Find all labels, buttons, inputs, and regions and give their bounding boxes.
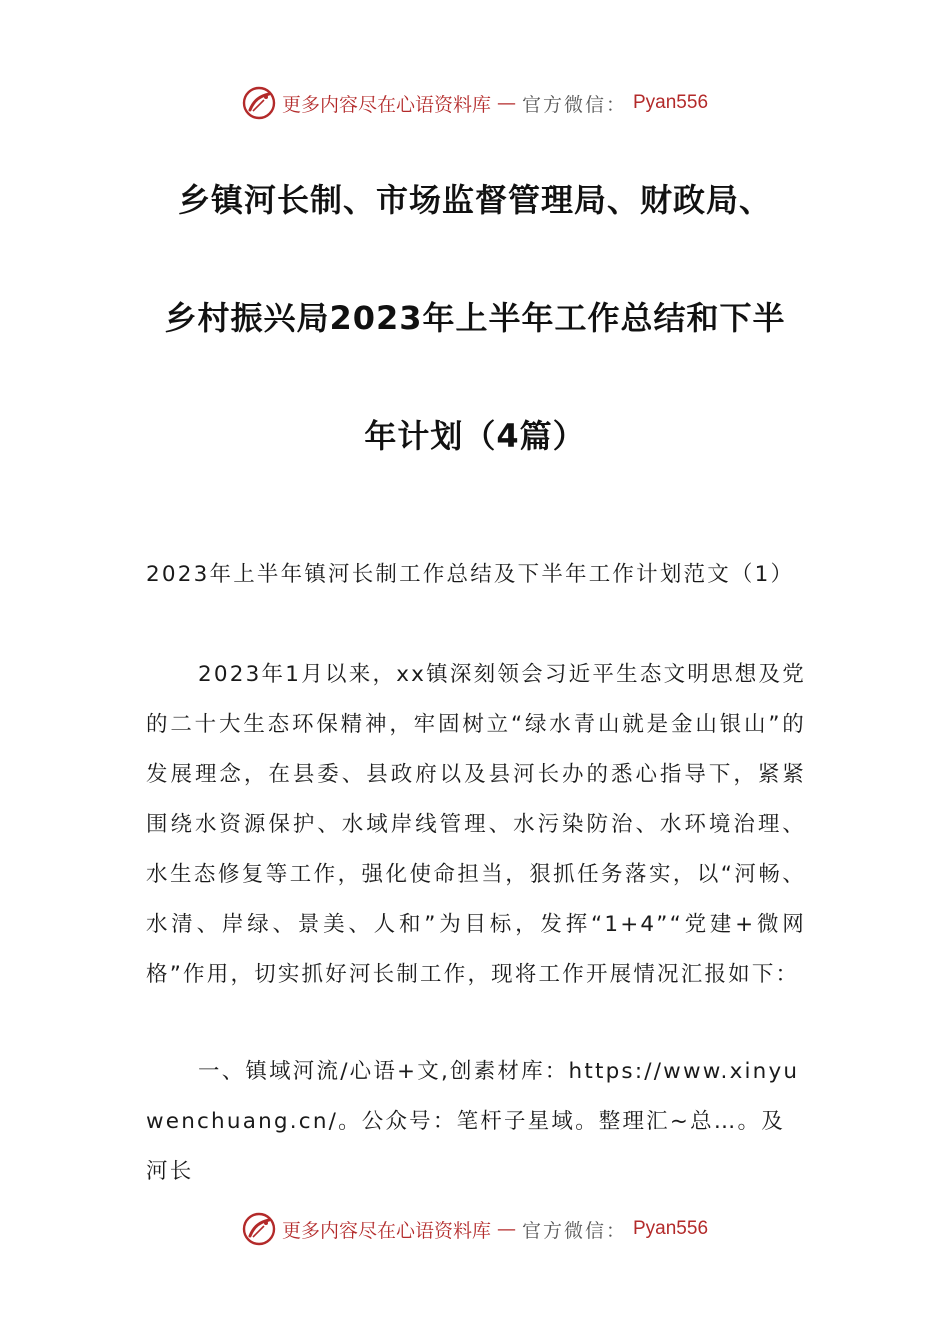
- page-title-line-2: 乡村振兴局2023年上半年工作总结和下半: [164, 299, 786, 337]
- footer-banner: [0, 1209, 950, 1249]
- banner-main-text: 更多内容尽在心语资料库: [281, 1219, 491, 1242]
- banner-main-text: 更多内容尽在心语资料库: [281, 93, 491, 116]
- body-paragraph-2: 一、镇域河流/心语+文,创素材库：https://www.xinyuwenchuang.cn/。公众号：笔杆子星域。整理汇~总…。及河长: [146, 1059, 800, 1184]
- page-title-line-3: 年计划（4篇）: [364, 417, 586, 455]
- banner-wechat-id: Pyan556: [633, 92, 709, 113]
- banner-dash: —: [496, 1218, 516, 1240]
- banner-label: 官方微信：: [521, 1219, 627, 1242]
- header-banner: [0, 83, 950, 123]
- banner-dash: —: [496, 92, 516, 114]
- page-title-line-1: 乡镇河长制、市场监督管理局、财政局、: [177, 181, 772, 219]
- banner-wechat-id: Pyan556: [633, 1218, 709, 1239]
- banner-label: 官方微信：: [521, 93, 627, 116]
- body-paragraph-1: 2023年1月以来，xx镇深刻领会习近平生态文明思想及党的二十大生态环保精神，牢固树立“绿水青山就是金山银山”的发展理念，在县委、县政府以及县河长办的悉心指导下，紧紧围绕水资源保护、水域岸线管理、水污染防治、水环境治理、水生态修复等工作，强化使命担当，狠抓任务落实，以“河畅、水清、岸绿、景美、人和”为目标，发挥“1+4”“党建+微网格”作用，切实抓好河长制工作，现将工作开展情况汇报如下：: [146, 662, 806, 987]
- brand-seal-icon: [242, 86, 276, 120]
- section-subheading: 2023年上半年镇河长制工作总结及下半年工作计划范文（1）: [146, 562, 795, 587]
- brand-seal-icon: [242, 1212, 276, 1246]
